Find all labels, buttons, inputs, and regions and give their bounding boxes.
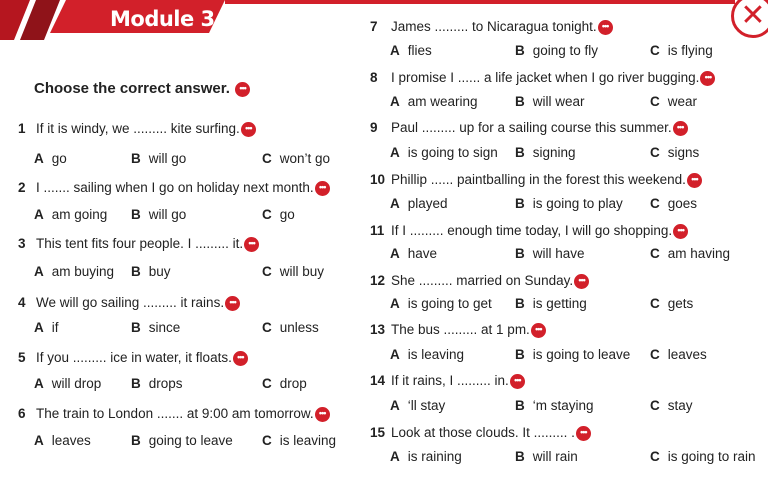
answer-option-a[interactable] xyxy=(390,246,437,261)
audio-icon[interactable]: ••• xyxy=(687,173,702,188)
answer-option-a[interactable] xyxy=(390,296,492,311)
answer-option-c[interactable] xyxy=(650,246,730,261)
option-text: gets xyxy=(667,296,694,311)
option-text: is flying xyxy=(667,43,713,58)
question-9 xyxy=(370,120,688,136)
answer-option-c[interactable] xyxy=(262,207,295,222)
option-text: will drop xyxy=(51,376,102,391)
option-letter: C xyxy=(650,398,660,413)
answer-option-a[interactable] xyxy=(34,264,114,279)
answer-option-c[interactable] xyxy=(650,43,713,58)
audio-icon[interactable]: ••• xyxy=(241,122,256,137)
question-text: We will go sailing ......... it rains. xyxy=(36,295,225,310)
option-text: is getting xyxy=(532,296,587,311)
audio-icon[interactable]: ••• xyxy=(510,374,525,389)
answer-option-a[interactable] xyxy=(390,347,464,362)
question-text: The bus ......... at 1 pm. xyxy=(391,322,530,337)
option-text: is going to play xyxy=(532,196,623,211)
question-number: 1 xyxy=(18,121,26,136)
question-number: 5 xyxy=(18,350,26,365)
question-number: 12 xyxy=(370,273,386,288)
answer-option-c[interactable] xyxy=(262,376,307,391)
question-3 xyxy=(18,236,259,252)
question-7 xyxy=(370,19,613,35)
answer-option-a[interactable] xyxy=(390,398,445,413)
answer-option-c[interactable] xyxy=(650,145,699,160)
answer-option-b[interactable] xyxy=(515,145,576,160)
option-letter: A xyxy=(34,264,44,279)
option-letter: C xyxy=(650,43,660,58)
option-letter: C xyxy=(650,246,660,261)
option-letter: C xyxy=(262,151,272,166)
option-letter: B xyxy=(515,398,525,413)
option-text: will go xyxy=(148,207,187,222)
answer-option-b[interactable] xyxy=(515,347,630,362)
option-letter: B xyxy=(515,94,525,109)
option-letter: A xyxy=(34,433,44,448)
audio-icon[interactable]: ••• xyxy=(673,121,688,136)
option-text: going to leave xyxy=(148,433,233,448)
question-13 xyxy=(370,322,546,338)
option-text: leaves xyxy=(667,347,707,362)
option-letter: C xyxy=(650,449,660,464)
question-2 xyxy=(18,180,330,196)
option-letter: A xyxy=(390,94,400,109)
option-text: am having xyxy=(667,246,731,261)
answer-option-b[interactable] xyxy=(515,246,585,261)
option-text: leaves xyxy=(51,433,91,448)
audio-icon[interactable]: ••• xyxy=(244,237,259,252)
question-1 xyxy=(18,121,256,137)
answer-option-c[interactable] xyxy=(262,151,330,166)
option-text: is going to get xyxy=(407,296,492,311)
audio-icon[interactable]: ••• xyxy=(673,224,688,239)
answer-option-b[interactable] xyxy=(131,264,171,279)
option-letter: B xyxy=(131,207,141,222)
question-number: 15 xyxy=(370,425,386,440)
option-text: will buy xyxy=(279,264,325,279)
question-number: 6 xyxy=(18,406,26,421)
option-text: since xyxy=(148,320,181,335)
question-text: If I ......... enough time today, I will go shopping. xyxy=(391,223,673,238)
option-letter: A xyxy=(390,196,400,211)
audio-icon[interactable]: ••• xyxy=(235,82,250,97)
option-text: is leaving xyxy=(407,347,465,362)
answer-option-c[interactable] xyxy=(650,296,693,311)
question-8 xyxy=(370,70,715,86)
answer-option-c[interactable] xyxy=(650,398,693,413)
option-text: played xyxy=(407,196,448,211)
answer-option-a[interactable] xyxy=(390,196,448,211)
answer-option-b[interactable] xyxy=(515,398,594,413)
option-letter: A xyxy=(390,449,400,464)
answer-option-a[interactable] xyxy=(390,43,432,58)
option-text: drop xyxy=(279,376,307,391)
option-letter: C xyxy=(262,207,272,222)
option-text: signs xyxy=(667,145,700,160)
answer-option-c[interactable] xyxy=(650,94,697,109)
audio-icon[interactable]: ••• xyxy=(531,323,546,338)
option-letter: A xyxy=(34,151,44,166)
answer-option-a[interactable] xyxy=(34,320,59,335)
answer-option-c[interactable] xyxy=(650,196,697,211)
question-text: This tent fits four people. I ......... it. xyxy=(36,236,244,251)
option-letter: A xyxy=(390,347,400,362)
option-text: stay xyxy=(667,398,693,413)
option-text: goes xyxy=(667,196,698,211)
option-letter: C xyxy=(262,320,272,335)
option-letter: B xyxy=(515,449,525,464)
question-text: If it rains, I ......... in. xyxy=(391,373,509,388)
option-text: is raining xyxy=(407,449,462,464)
option-text: will wear xyxy=(532,94,585,109)
option-text: is going to rain xyxy=(667,449,756,464)
answer-option-a[interactable] xyxy=(34,376,101,391)
audio-icon[interactable]: ••• xyxy=(225,296,240,311)
answer-option-a[interactable] xyxy=(390,145,498,160)
option-letter: B xyxy=(515,43,525,58)
question-15 xyxy=(370,425,591,441)
option-letter: B xyxy=(131,376,141,391)
instruction-text: Choose the correct answer. xyxy=(34,80,230,97)
answer-option-b[interactable] xyxy=(131,207,186,222)
option-text: will rain xyxy=(532,449,578,464)
option-text: ‘ll stay xyxy=(407,398,446,413)
module-title: Module 3 xyxy=(110,7,215,31)
option-letter: A xyxy=(390,296,400,311)
question-text: She ......... married on Sunday. xyxy=(391,273,574,288)
option-text: drops xyxy=(148,376,183,391)
option-text: is leaving xyxy=(279,433,337,448)
option-letter: C xyxy=(262,433,272,448)
answer-option-b[interactable] xyxy=(515,449,578,464)
question-text: Paul ......... up for a sailing course this summer. xyxy=(391,120,672,135)
option-letter: C xyxy=(650,296,660,311)
option-text: won’t go xyxy=(279,151,331,166)
option-text: unless xyxy=(279,320,319,335)
question-14 xyxy=(370,373,525,389)
option-letter: B xyxy=(515,296,525,311)
question-12 xyxy=(370,273,589,289)
question-4 xyxy=(18,295,240,311)
audio-icon[interactable]: ••• xyxy=(315,181,330,196)
question-text: Look at those clouds. It ......... . xyxy=(391,425,575,440)
option-text: buy xyxy=(148,264,171,279)
option-text: am going xyxy=(51,207,108,222)
option-text: signing xyxy=(532,145,576,160)
option-letter: C xyxy=(650,196,660,211)
answer-option-b[interactable] xyxy=(131,376,183,391)
option-text: will go xyxy=(148,151,187,166)
option-letter: C xyxy=(262,376,272,391)
answer-option-a[interactable] xyxy=(390,94,478,109)
question-number: 3 xyxy=(18,236,26,251)
option-text: going to fly xyxy=(532,43,599,58)
option-text: am wearing xyxy=(407,94,478,109)
option-letter: A xyxy=(390,246,400,261)
answer-option-c[interactable] xyxy=(262,320,319,335)
option-letter: C xyxy=(262,264,272,279)
answer-option-b[interactable] xyxy=(131,433,233,448)
option-text: if xyxy=(51,320,59,335)
option-text: is going to sign xyxy=(407,145,498,160)
option-text: have xyxy=(407,246,438,261)
question-text: If you ......... ice in water, it floats. xyxy=(36,350,232,365)
answer-option-b[interactable] xyxy=(131,151,186,166)
answer-option-c[interactable] xyxy=(262,264,324,279)
option-letter: A xyxy=(34,320,44,335)
option-text: wear xyxy=(667,94,698,109)
option-letter: B xyxy=(515,196,525,211)
audio-icon[interactable]: ••• xyxy=(574,274,589,289)
answer-option-a[interactable] xyxy=(34,151,67,166)
option-letter: B xyxy=(131,151,141,166)
question-number: 11 xyxy=(370,223,385,238)
audio-icon[interactable]: ••• xyxy=(233,351,248,366)
option-letter: B xyxy=(131,320,141,335)
close-icon: ✕ xyxy=(740,0,766,32)
option-text: go xyxy=(279,207,295,222)
question-number: 13 xyxy=(370,322,386,337)
answer-option-c[interactable] xyxy=(650,347,707,362)
question-number: 10 xyxy=(370,172,386,187)
option-letter: A xyxy=(390,398,400,413)
option-letter: A xyxy=(390,43,400,58)
answer-option-b[interactable] xyxy=(515,296,587,311)
option-text: ‘m staying xyxy=(532,398,594,413)
option-letter: B xyxy=(515,347,525,362)
option-text: flies xyxy=(407,43,432,58)
question-5 xyxy=(18,350,248,366)
answer-option-b[interactable] xyxy=(515,94,585,109)
question-number: 14 xyxy=(370,373,386,388)
option-letter: A xyxy=(390,145,400,160)
option-letter: A xyxy=(34,376,44,391)
option-letter: B xyxy=(131,433,141,448)
question-text: James ......... to Nicaragua tonight. xyxy=(391,19,597,34)
question-6 xyxy=(18,406,330,422)
option-letter: C xyxy=(650,145,660,160)
option-text: is going to leave xyxy=(532,347,631,362)
answer-option-b[interactable] xyxy=(131,320,180,335)
question-number: 4 xyxy=(18,295,26,310)
answer-option-b[interactable] xyxy=(515,196,623,211)
question-number: 7 xyxy=(370,19,378,34)
audio-icon[interactable]: ••• xyxy=(315,407,330,422)
audio-icon[interactable]: ••• xyxy=(700,71,715,86)
option-letter: B xyxy=(515,145,525,160)
option-letter: B xyxy=(131,264,141,279)
answer-option-c[interactable] xyxy=(262,433,336,448)
question-10 xyxy=(370,172,702,188)
option-text: will have xyxy=(532,246,585,261)
question-number: 8 xyxy=(370,70,378,85)
question-number: 2 xyxy=(18,180,26,195)
answer-option-a[interactable] xyxy=(390,449,462,464)
question-11 xyxy=(370,223,688,239)
question-text: If it is windy, we ......... kite surfing. xyxy=(36,121,240,136)
answer-option-c[interactable] xyxy=(650,449,756,464)
question-text: The train to London ....... at 9:00 am tomorrow. xyxy=(36,406,314,421)
question-text: Phillip ...... paintballing in the forest this weekend. xyxy=(391,172,686,187)
instruction-heading xyxy=(34,80,250,97)
option-text: am buying xyxy=(51,264,115,279)
answer-option-a[interactable] xyxy=(34,433,91,448)
question-text: I promise I ...... a life jacket when I go river bugging. xyxy=(391,70,700,85)
audio-icon[interactable]: ••• xyxy=(598,20,613,35)
question-text: I ....... sailing when I go on holiday next month. xyxy=(36,180,314,195)
question-number: 9 xyxy=(370,120,378,135)
option-letter: A xyxy=(34,207,44,222)
option-text: go xyxy=(51,151,67,166)
option-letter: B xyxy=(515,246,525,261)
answer-option-a[interactable] xyxy=(34,207,107,222)
answer-option-b[interactable] xyxy=(515,43,598,58)
option-letter: C xyxy=(650,94,660,109)
audio-icon[interactable]: ••• xyxy=(576,426,591,441)
option-letter: C xyxy=(650,347,660,362)
